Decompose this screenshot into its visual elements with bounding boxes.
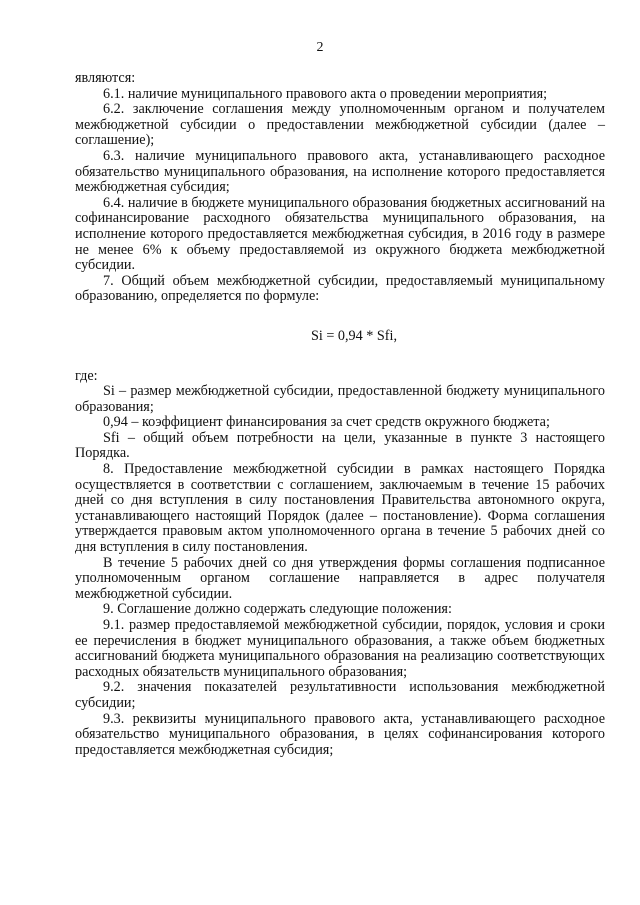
page-number: 2 xyxy=(316,40,324,55)
paragraph-8: 8. Предоставление межбюджетной субсидии в рамках настоящего Порядка осуществляется в соответствии с соглашением, заключаемым в течение 15 рабочих дней со дня вступления в силу постановления Правительства автономного округа, устанавливающего настоящий Порядок (далее – постановление). Форма соглашения утверждается правовым актом уполномоченного органа в течение 5 рабочих дней со дня вступления в силу постановления. xyxy=(75,461,605,556)
paragraph-coefficient-definition: 0,94 – коэффициент финансирования за счет средств окружного бюджета; xyxy=(103,414,550,431)
paragraph-7: 7. Общий объем межбюджетной субсидии, предоставляемый муниципальному образованию, определяется по формуле: xyxy=(75,272,605,305)
paragraph-9-2: 9.2. значения показателей результативности использования межбюджетной субсидии; xyxy=(75,679,605,711)
paragraph-6-2: 6.2. заключение соглашения между уполномоченным органом и получателем межбюджетной субсидии о предоставлении межбюджетной субсидии (далее – соглашение); xyxy=(75,101,605,149)
paragraph-sfi-definition: Sfi – общий объем потребности на цели, указанные в пункте 3 настоящего Порядка. xyxy=(75,429,605,462)
paragraph-where: где: xyxy=(75,367,98,384)
paragraph-8-continued: В течение 5 рабочих дней со дня утверждения формы соглашения подписанное уполномоченным органом соглашение направляется в адрес получателя межбюджетной субсидии. xyxy=(75,554,605,602)
paragraph-6-3: 6.3. наличие муниципального правового акта, устанавливающего расходное обязательство муниципального образования, на исполнение которого предоставляется межбюджетная субсидия; xyxy=(75,147,605,196)
paragraph-9: 9. Соглашение должно содержать следующие положения: xyxy=(103,601,452,618)
formula: Si = 0,94 * Sfi, xyxy=(310,327,398,344)
paragraph-6-1: 6.1. наличие муниципального правового акта о проведении мероприятия; xyxy=(103,85,548,102)
paragraph-9-3: 9.3. реквизиты муниципального правового акта, устанавливающего расходное обязательство муниципального образования, в целях софинансирования которого предоставляется межбюджетная субсидия; xyxy=(75,710,605,758)
paragraph-intro: являются: xyxy=(75,70,136,86)
paragraph-9-1: 9.1. размер предоставляемой межбюджетной субсидии, порядок, условия и сроки ее перечисления в бюджет муниципального образования, а также объем бюджетных ассигнований бюджета муниципального образования на реализацию соответствующих расходных обязательств муниципального образования; xyxy=(75,617,605,680)
paragraph-6-4: 6.4. наличие в бюджете муниципального образования бюджетных ассигнований на софинансирование расходного обязательства муниципального образования, на исполнение которого предоставляется межбюджетная субсидия, в 2016 году в размере не менее 6% к объему предоставляемой из окружного бюджета межбюджетной субсидии. xyxy=(75,194,605,274)
paragraph-si-definition: Si – размер межбюджетной субсидии, предоставленной бюджету муниципального образования; xyxy=(75,383,605,415)
document-body xyxy=(75,71,605,758)
